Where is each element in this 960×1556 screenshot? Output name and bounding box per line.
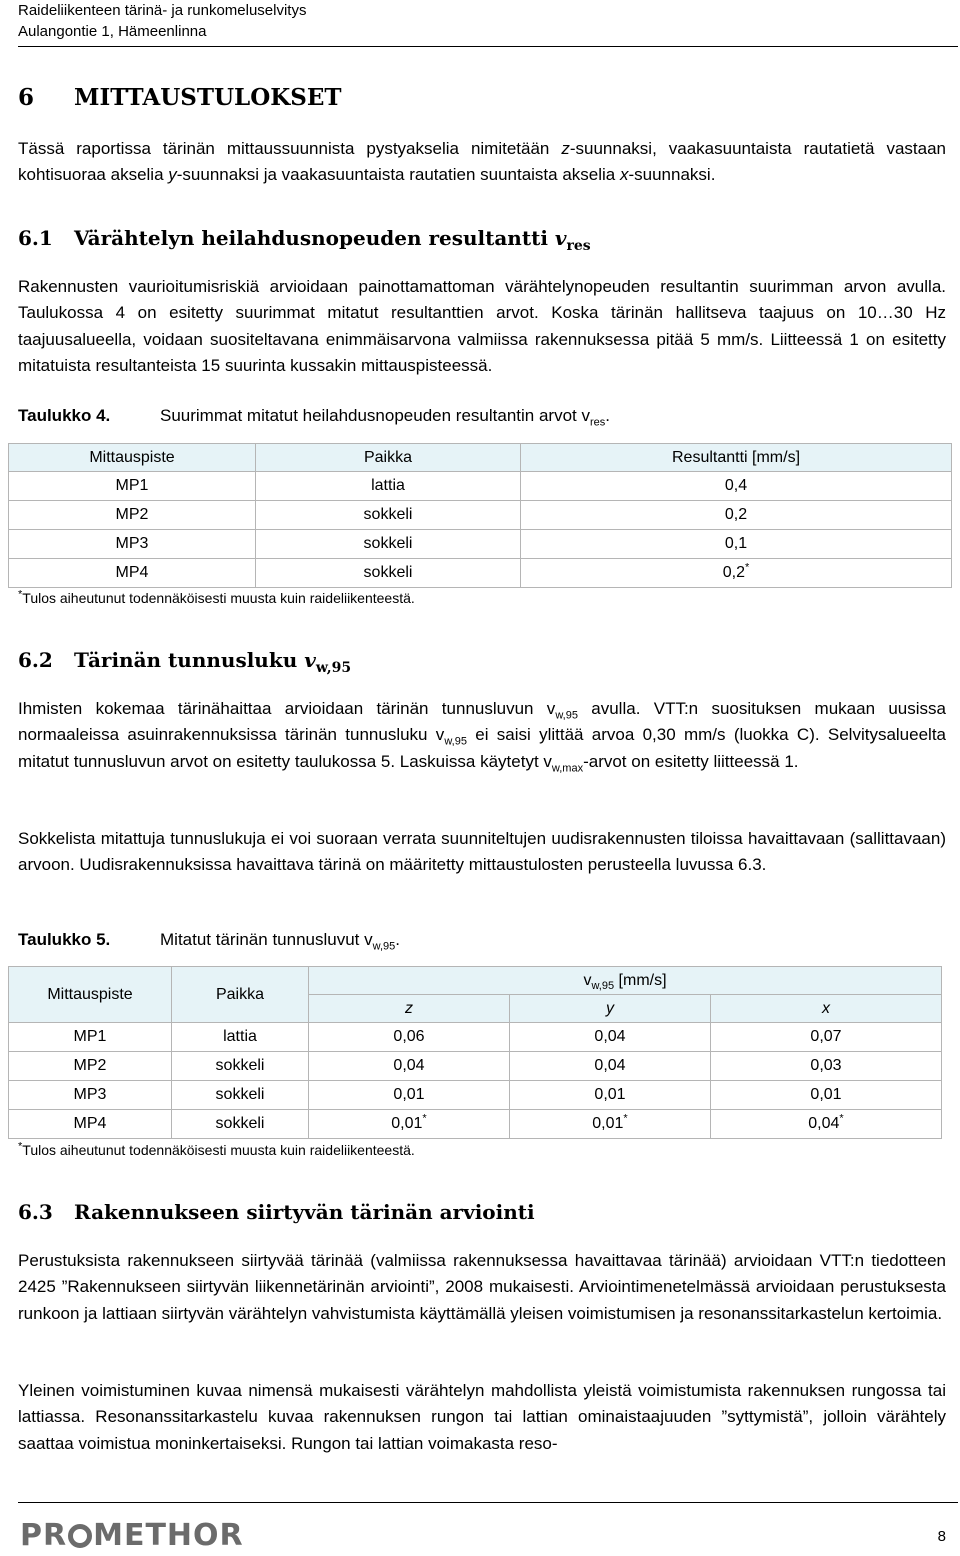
table-row: MP1 lattia 0,06 0,04 0,07: [9, 1023, 942, 1052]
section-6-3-paragraph-2: Yleinen voimistuminen kuvaa nimensä mukaisesti värähtelyn mahdollista yleistä voimistumista rakennuksen rungossa tai lattiassa. Resonanssitarkastelu kuvaa rakennuksen rungon tai lattian ominaistaajuuden ”syttymistä”, jolloin värähtely saattaa voimistua moninkertaiseksi. Rungon tai lattian voimakasta reso-: [18, 1381, 946, 1453]
section-6-1-heading: [18, 226, 591, 254]
header-cell: Paikka: [172, 967, 309, 1023]
header-address: Aulangontie 1, Hämeenlinna: [18, 23, 207, 40]
table-row: MP1 lattia 0,4: [9, 472, 952, 501]
footer-rule: [18, 1502, 958, 1503]
table-4: [8, 443, 952, 588]
section-number: 6.3: [18, 1200, 53, 1224]
symbol: v: [304, 648, 316, 672]
section-6-3-heading: [18, 1200, 535, 1224]
header-cell: Resultantti [mm/s]: [521, 444, 952, 472]
symbol-subscript: w,95: [315, 660, 352, 676]
header-cell: x: [711, 995, 942, 1023]
section-6-1-paragraph: Rakennusten vaurioitumisriskiä arvioidaan painottamattoman värähtelynopeuden resultantin suurimman arvon avulla. Taulukossa 4 on esitetty suurimmat mitatut resultanttien arvot. Koska tärinän hallitseva taajuus on 10…30 Hz taajuusalueella, voidaan suositeltavana enimmäisarvona valmiissa rakennuksessa pitää 5 mm/s. Liitteessä 1 on esitetty mitatuista resultanteista 15 suurinta kussakin mittauspisteessä.: [18, 277, 946, 375]
symbol-subscript: res: [566, 238, 591, 254]
table-row: MP4 sokkeli 0,2*: [9, 559, 952, 588]
header-cell: Mittauspiste: [9, 967, 172, 1023]
group-header-cell: $v_{w,95}$ [mm/s]: [309, 967, 942, 995]
header-cell: z: [309, 995, 510, 1023]
logo-ring-icon: [68, 1524, 92, 1548]
section-title: Tärinän tunnusluku: [74, 648, 305, 672]
header-cell: y: [510, 995, 711, 1023]
section-6-2-paragraph-1: Ihmisten kokemaa tärinähaittaa arvioidaan tärinän tunnusluvun $v_{w,95}$ avulla. VTT:n suosituksen mukaan uusissa normaaleissa asuinrakennuksissa tärinän tunnusluku $v_{w,95}$ ei saisi ylittää arvoa 0,30 mm/s (luokka C). Selvitysalueelta mitatut tunnusluvun arvot on esitetty taulukossa 5. Laskuissa käytetyt $v_{w,max}$-arvot on esitetty liitteessä 1.: [18, 699, 946, 774]
header-rule: [18, 46, 958, 47]
table-row: MP3 sokkeli 0,01 0,01 0,01: [9, 1081, 942, 1110]
section-number: 6: [18, 84, 35, 111]
table-label: Taulukko 5.: [18, 930, 111, 949]
table-row: MP3 sokkeli 0,1: [9, 530, 952, 559]
symbol: v: [554, 226, 567, 250]
section-number: 6.2: [18, 648, 53, 672]
table-4-caption: Taulukko 4. Suurimmat mitatut heilahdusnopeuden resultantin arvot $v_{res}$.: [18, 406, 610, 429]
section-6-2-heading: [18, 648, 352, 676]
table-5-caption: Taulukko 5. Mitatut tärinän tunnusluvut $v_{w,95}$.: [18, 930, 400, 953]
section-6-3-paragraph-1: Perustuksista rakennukseen siirtyvää tärinää (valmiissa rakennuksessa havaittavaa tärinää) arvioidaan VTT:n tiedotteen 2425 ”Rakennukseen siirtyvän liikennetärinän arviointi”, 2008 mukaisesti. Arviointimenetelmässä arvioidaan perustuksesta runkoon ja lattiaan siirtyvän värähtelyn vahvistumista käyttämällä yleisen voimistumisen ja resonanssitarkastelun kertoimia.: [18, 1251, 946, 1323]
table-row: MP2 sokkeli 0,04 0,04 0,03: [9, 1052, 942, 1081]
header-cell: Paikka: [256, 444, 521, 472]
running-header: [18, 0, 306, 42]
table-4-footnote: *Tulos aiheutunut todennäköisesti muusta kuin raideliikenteestä.: [18, 588, 415, 606]
table-5: [8, 966, 942, 1139]
table-label: Taulukko 4.: [18, 406, 111, 425]
page-number: 8: [937, 1528, 946, 1545]
header-cell: Mittauspiste: [9, 444, 256, 472]
header-title: Raideliikenteen tärinä- ja runkomeluselvitys: [18, 2, 307, 19]
table-5-footnote: *Tulos aiheutunut todennäköisesti muusta kuin raideliikenteestä.: [18, 1140, 415, 1158]
section-6-heading: [18, 84, 342, 111]
promethor-logo: PR METHOR: [20, 1518, 244, 1553]
section-title: Rakennukseen siirtyvän tärinän arviointi: [74, 1200, 535, 1224]
section-6-2-paragraph-2: Sokkelista mitattuja tunnuslukuja ei voi suoraan verrata suunniteltujen uudisrakennusten tiloissa havaittavaan (sallittavaan) arvoon. Uudisrakennuksissa havaittava tärinä on määritetty mittaustulosten perusteella luvussa 6.3.: [18, 829, 946, 875]
table-row: MP4 sokkeli 0,01* 0,01* 0,04*: [9, 1110, 942, 1139]
section-title: MITTAUSTULOKSET: [74, 84, 342, 111]
table-header-row: [9, 967, 942, 995]
section-number: 6.1: [18, 226, 53, 250]
table-header-row: [9, 444, 952, 472]
section-title: Värähtelyn heilahdusnopeuden resultantti: [74, 226, 555, 250]
section-6-paragraph: Tässä raportissa tärinän mittaussuunnista pystyakselia nimitetään z-suunnaksi, vaakasuuntaista rautatietä vastaan kohtisuoraa akselia y-suunnaksi ja vaakasuuntaista rautatien suuntaista akselia x-suunnaksi.: [18, 139, 946, 185]
table-row: MP2 sokkeli 0,2: [9, 501, 952, 530]
